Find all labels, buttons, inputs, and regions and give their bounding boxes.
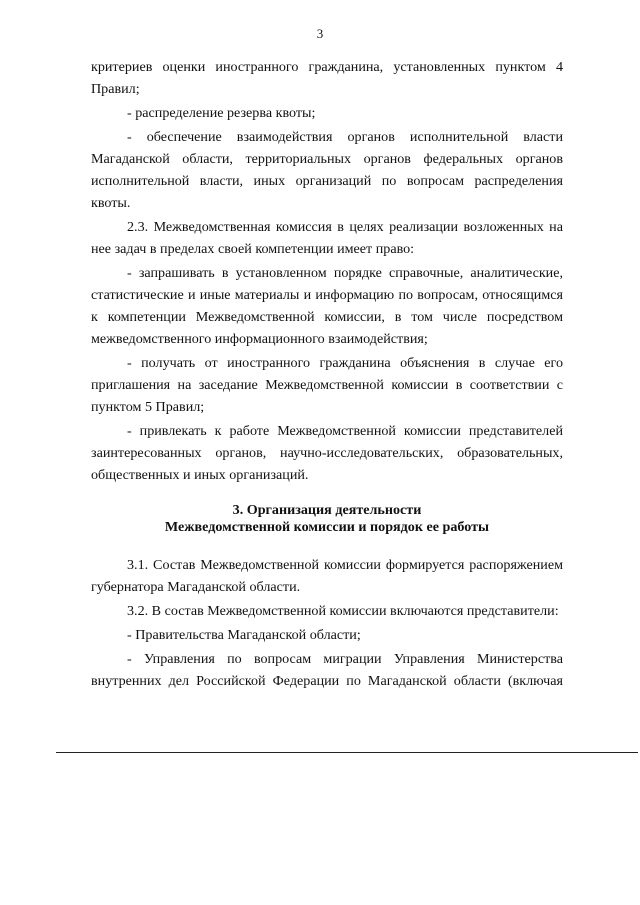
paragraph-3-2: 3.2. В состав Межведомственной комиссии включаются представители: <box>127 603 559 619</box>
section-heading-line-2: Межведомственной комиссии и порядок ее работы <box>164 519 490 535</box>
page-number: 3 <box>316 26 324 41</box>
paragraph-involve-representatives: - привлекать к работе Межведомственной комиссии представителей заинтересованных органов, научно-исследовательских, образовательных, общественных и иных организаций. <box>91 423 563 483</box>
document-body <box>91 56 563 692</box>
paragraph-reserve-distribution: - распределение резерва квоты; <box>127 105 316 121</box>
paragraph-government: - Правительства Магаданской области; <box>127 627 361 643</box>
section-heading-line-1: 3. Организация деятельности <box>232 502 422 518</box>
paragraph-request-materials: - запрашивать в установленном порядке справочные, аналитические, статистические и иные материалы и информацию по вопросам, относящимся к компетенции Межведомственной комиссии, в том числе посредством межведомственного информационного взаимодействия; <box>91 265 563 347</box>
paragraph-migration-department: - Управления по вопросам миграции Управления Министерства внутренних дел Российской Федерации по Магаданской области (включая <box>91 651 563 689</box>
section-heading <box>91 502 563 536</box>
paragraph-2-3: 2.3. Межведомственная комиссия в целях реализации возложенных на нее задач в пределах своей компетенции имеет право: <box>91 219 563 257</box>
footer-rule <box>56 752 638 753</box>
paragraph-3-1: 3.1. Состав Межведомственной комиссии формируется распоряжением губернатора Магаданской области. <box>91 557 563 595</box>
paragraph-interaction: - обеспечение взаимодействия органов исполнительной власти Магаданской области, территориальных органов федеральных органов исполнительной власти, иных организаций по вопросам распределения квоты. <box>91 129 563 211</box>
paragraph-receive-explanations: - получать от иностранного гражданина объяснения в случае его приглашения на заседание Межведомственной комиссии в соответствии с пунктом 5 Правил; <box>91 355 563 415</box>
paragraph-criteria: критериев оценки иностранного гражданина, установленных пунктом 4 Правил; <box>91 59 563 97</box>
